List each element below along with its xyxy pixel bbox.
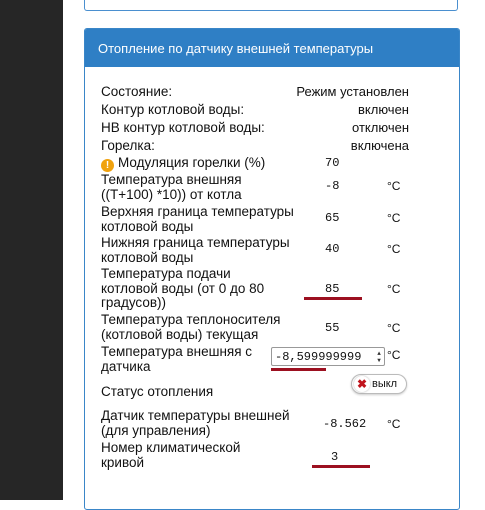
param-value: 65	[325, 211, 340, 225]
param-value: 40	[325, 242, 340, 256]
unit-label: °C	[387, 211, 401, 225]
right-margin	[472, 0, 485, 500]
stepper-arrows-icon[interactable]: ▲ ▼	[375, 350, 383, 364]
param-label: Нижняя граница температуры котловой воды	[101, 235, 290, 265]
param-label: Датчик температуры внешней (для управления)	[101, 408, 290, 438]
param-label: ! Модуляция горелки (%)	[101, 156, 331, 172]
status-value: включена	[350, 138, 409, 153]
heating-panel	[84, 28, 460, 510]
curve-number-underline	[312, 465, 370, 468]
param-label: Температура подачи котловой воды (от 0 до 80 градусов))	[101, 266, 265, 310]
status-value: Режим установлен	[296, 84, 409, 99]
param-label: Номер климатической кривой	[101, 440, 241, 470]
status-label: НВ контур котловой воды:	[101, 120, 265, 135]
sensor-temp-underline	[271, 368, 326, 371]
panel-title: Отопление по датчику внешней температуры	[98, 40, 374, 56]
status-label: Горелка:	[101, 138, 155, 153]
heating-status-toggle[interactable]	[351, 374, 407, 394]
param-value[interactable]: 85	[325, 282, 340, 296]
param-label: Температура внешняя с датчика	[101, 344, 253, 374]
close-icon: ✖	[354, 376, 370, 392]
param-value[interactable]: 3	[331, 450, 339, 464]
param-value: -8.562	[323, 417, 367, 431]
param-label: Верхняя граница температуры котловой воды	[101, 204, 294, 234]
param-label: Температура теплоносителя (котловой воды) текущая	[101, 312, 281, 342]
warning-icon: !	[101, 159, 114, 172]
unit-label: °C	[387, 321, 401, 335]
param-value: -8	[325, 179, 340, 193]
unit-label: °C	[387, 282, 401, 296]
status-value: отключен	[352, 120, 409, 135]
sensor-temp-input[interactable]: -8,599999999 ▲ ▼	[271, 347, 385, 366]
param-value: 70	[325, 156, 340, 170]
left-dark-bar	[0, 0, 63, 500]
status-label: Состояние:	[101, 84, 173, 99]
param-value: 55	[325, 321, 340, 335]
status-label: Контур котловой воды:	[101, 102, 245, 117]
unit-label: °C	[387, 179, 401, 193]
unit-label: °C	[387, 242, 401, 256]
supply-temp-underline	[304, 297, 362, 300]
status-value: включен	[358, 102, 409, 117]
toggle-label: выкл	[372, 378, 398, 390]
unit-label: °C	[387, 417, 401, 431]
param-label: Температура внешняя ((T+100) *10)) от котла	[101, 172, 242, 202]
param-label: Статус отопления	[101, 384, 214, 399]
unit-label: °C	[387, 348, 401, 362]
panel-header	[85, 29, 459, 67]
previous-panel-bottom	[84, 0, 458, 11]
